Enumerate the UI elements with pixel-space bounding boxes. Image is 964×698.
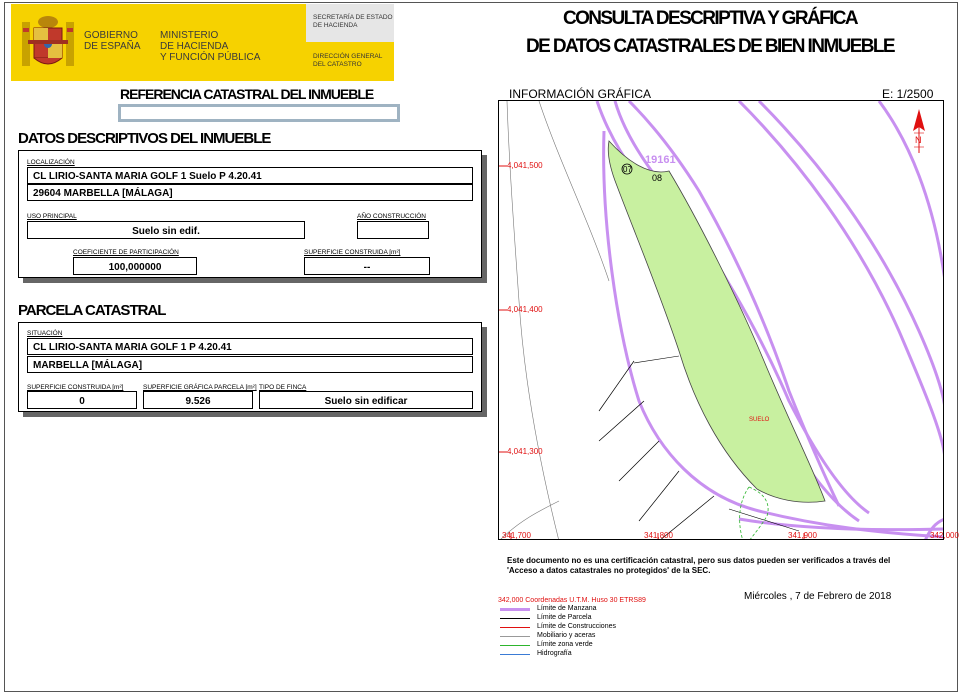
parcela-number: 08 <box>652 173 663 183</box>
coef-value: 100,000000 <box>73 257 197 275</box>
situacion-label: SITUACIÓN <box>27 330 63 337</box>
sup-construida-value: -- <box>304 257 430 275</box>
disclaimer-note <box>507 556 947 576</box>
datos-heading: DATOS DESCRIPTIVOS DEL INMUEBLE <box>18 130 271 147</box>
coat-of-arms-icon <box>20 14 76 72</box>
parcela-panel <box>18 322 482 412</box>
secretaria-line-1: SECRETARÍA DE ESTADO <box>313 14 393 21</box>
secretaria-box <box>306 4 394 42</box>
situacion-line-2: MARBELLA [MÁLAGA] <box>27 356 473 373</box>
x-coord-4: 342,000 <box>930 531 959 540</box>
coords-note: 342,000 Coordenadas U.T.M. Huso 30 ETRS89 <box>498 597 646 604</box>
referencia-heading: REFERENCIA CATASTRAL DEL INMUEBLE <box>120 86 374 102</box>
ministerio-text <box>160 30 260 63</box>
y-coord-1: 4,041,500 <box>507 161 543 170</box>
ministry-line-2: DE HACIENDA <box>160 41 229 52</box>
sup-grafica-value: 9.526 <box>143 391 253 409</box>
manzana-number: 19161 <box>645 154 676 166</box>
anio-label: AÑO CONSTRUCCIÓN <box>357 213 426 220</box>
localizacion-label: LOCALIZACIÓN <box>27 159 75 166</box>
tipo-finca-label: TIPO DE FINCA <box>259 384 307 391</box>
sup-construida-label: SUPERFICIE CONSTRUIDA [m²] <box>304 249 401 256</box>
info-grafica-heading: INFORMACIÓN GRÁFICA <box>509 87 652 101</box>
coef-label: COEFICIENTE DE PARTICIPACIÓN <box>73 249 179 256</box>
x-coord-2: 341,800 <box>644 531 673 540</box>
map-scale: E: 1/2500 <box>882 87 934 101</box>
sup-grafica-label: SUPERFICIE GRÁFICA PARCELA [m²] <box>143 384 257 391</box>
gobierno-text <box>84 30 141 52</box>
sup-construida-parcela-value: 0 <box>27 391 137 409</box>
ministry-line-1: MINISTERIO <box>160 30 219 41</box>
sup-construida-parcela-label: SUPERFICIE CONSTRUIDA [m²] <box>27 384 124 391</box>
map-drawing <box>499 101 944 540</box>
referencia-value-field <box>118 104 400 122</box>
note-line-1: Este documento no es una certificación catastral, pero sus datos pueden ser verificados a través del <box>507 556 891 565</box>
tipo-finca-value: Suelo sin edificar <box>259 391 473 409</box>
y-coord-2: 4,041,400 <box>507 305 543 314</box>
parcela-heading: PARCELA CATASTRAL <box>18 302 166 319</box>
x-coord-1: 341,700 <box>502 531 531 540</box>
direccion-general-text <box>313 53 382 69</box>
direccion-line-1: DIRECCIÓN GENERAL <box>313 53 383 60</box>
uso-label: USO PRINCIPAL <box>27 213 77 220</box>
localizacion-line-2: 29604 MARBELLA [MÁLAGA] <box>27 184 473 201</box>
localizacion-line-1: CL LIRIO-SANTA MARIA GOLF 1 Suelo P 4.20.41 <box>27 167 473 184</box>
page-title-line-2: DE DATOS CATASTRALES DE BIEN INMUEBLE <box>526 36 894 57</box>
y-coord-3: 4,041,300 <box>507 447 543 456</box>
north-letter: N <box>915 135 922 145</box>
secretaria-line-2: DE HACIENDA <box>313 22 358 29</box>
note-line-2: 'Acceso a datos catastrales no protegidos' de la SEC. <box>507 566 711 575</box>
uso-value: Suelo sin edif. <box>27 221 305 239</box>
anio-value <box>357 221 429 239</box>
page-title-line-1: CONSULTA DESCRIPTIVA Y GRÁFICA <box>562 8 858 29</box>
parcela-small-number: 07 <box>623 165 632 174</box>
document-date: Miércoles , 7 de Febrero de 2018 <box>744 591 892 602</box>
ministry-line-3: Y FUNCIÓN PÚBLICA <box>160 52 261 63</box>
gov-line-1: GOBIERNO <box>84 30 138 41</box>
direccion-line-2: DEL CATASTRO <box>313 61 362 68</box>
datos-panel <box>18 150 482 278</box>
situacion-line-1: CL LIRIO-SANTA MARIA GOLF 1 P 4.20.41 <box>27 338 473 355</box>
gov-line-2: DE ESPAÑA <box>84 41 141 52</box>
suelo-label: SUELO <box>749 417 770 423</box>
x-coord-3: 341,900 <box>788 531 817 540</box>
cadastral-map[interactable] <box>498 100 944 540</box>
